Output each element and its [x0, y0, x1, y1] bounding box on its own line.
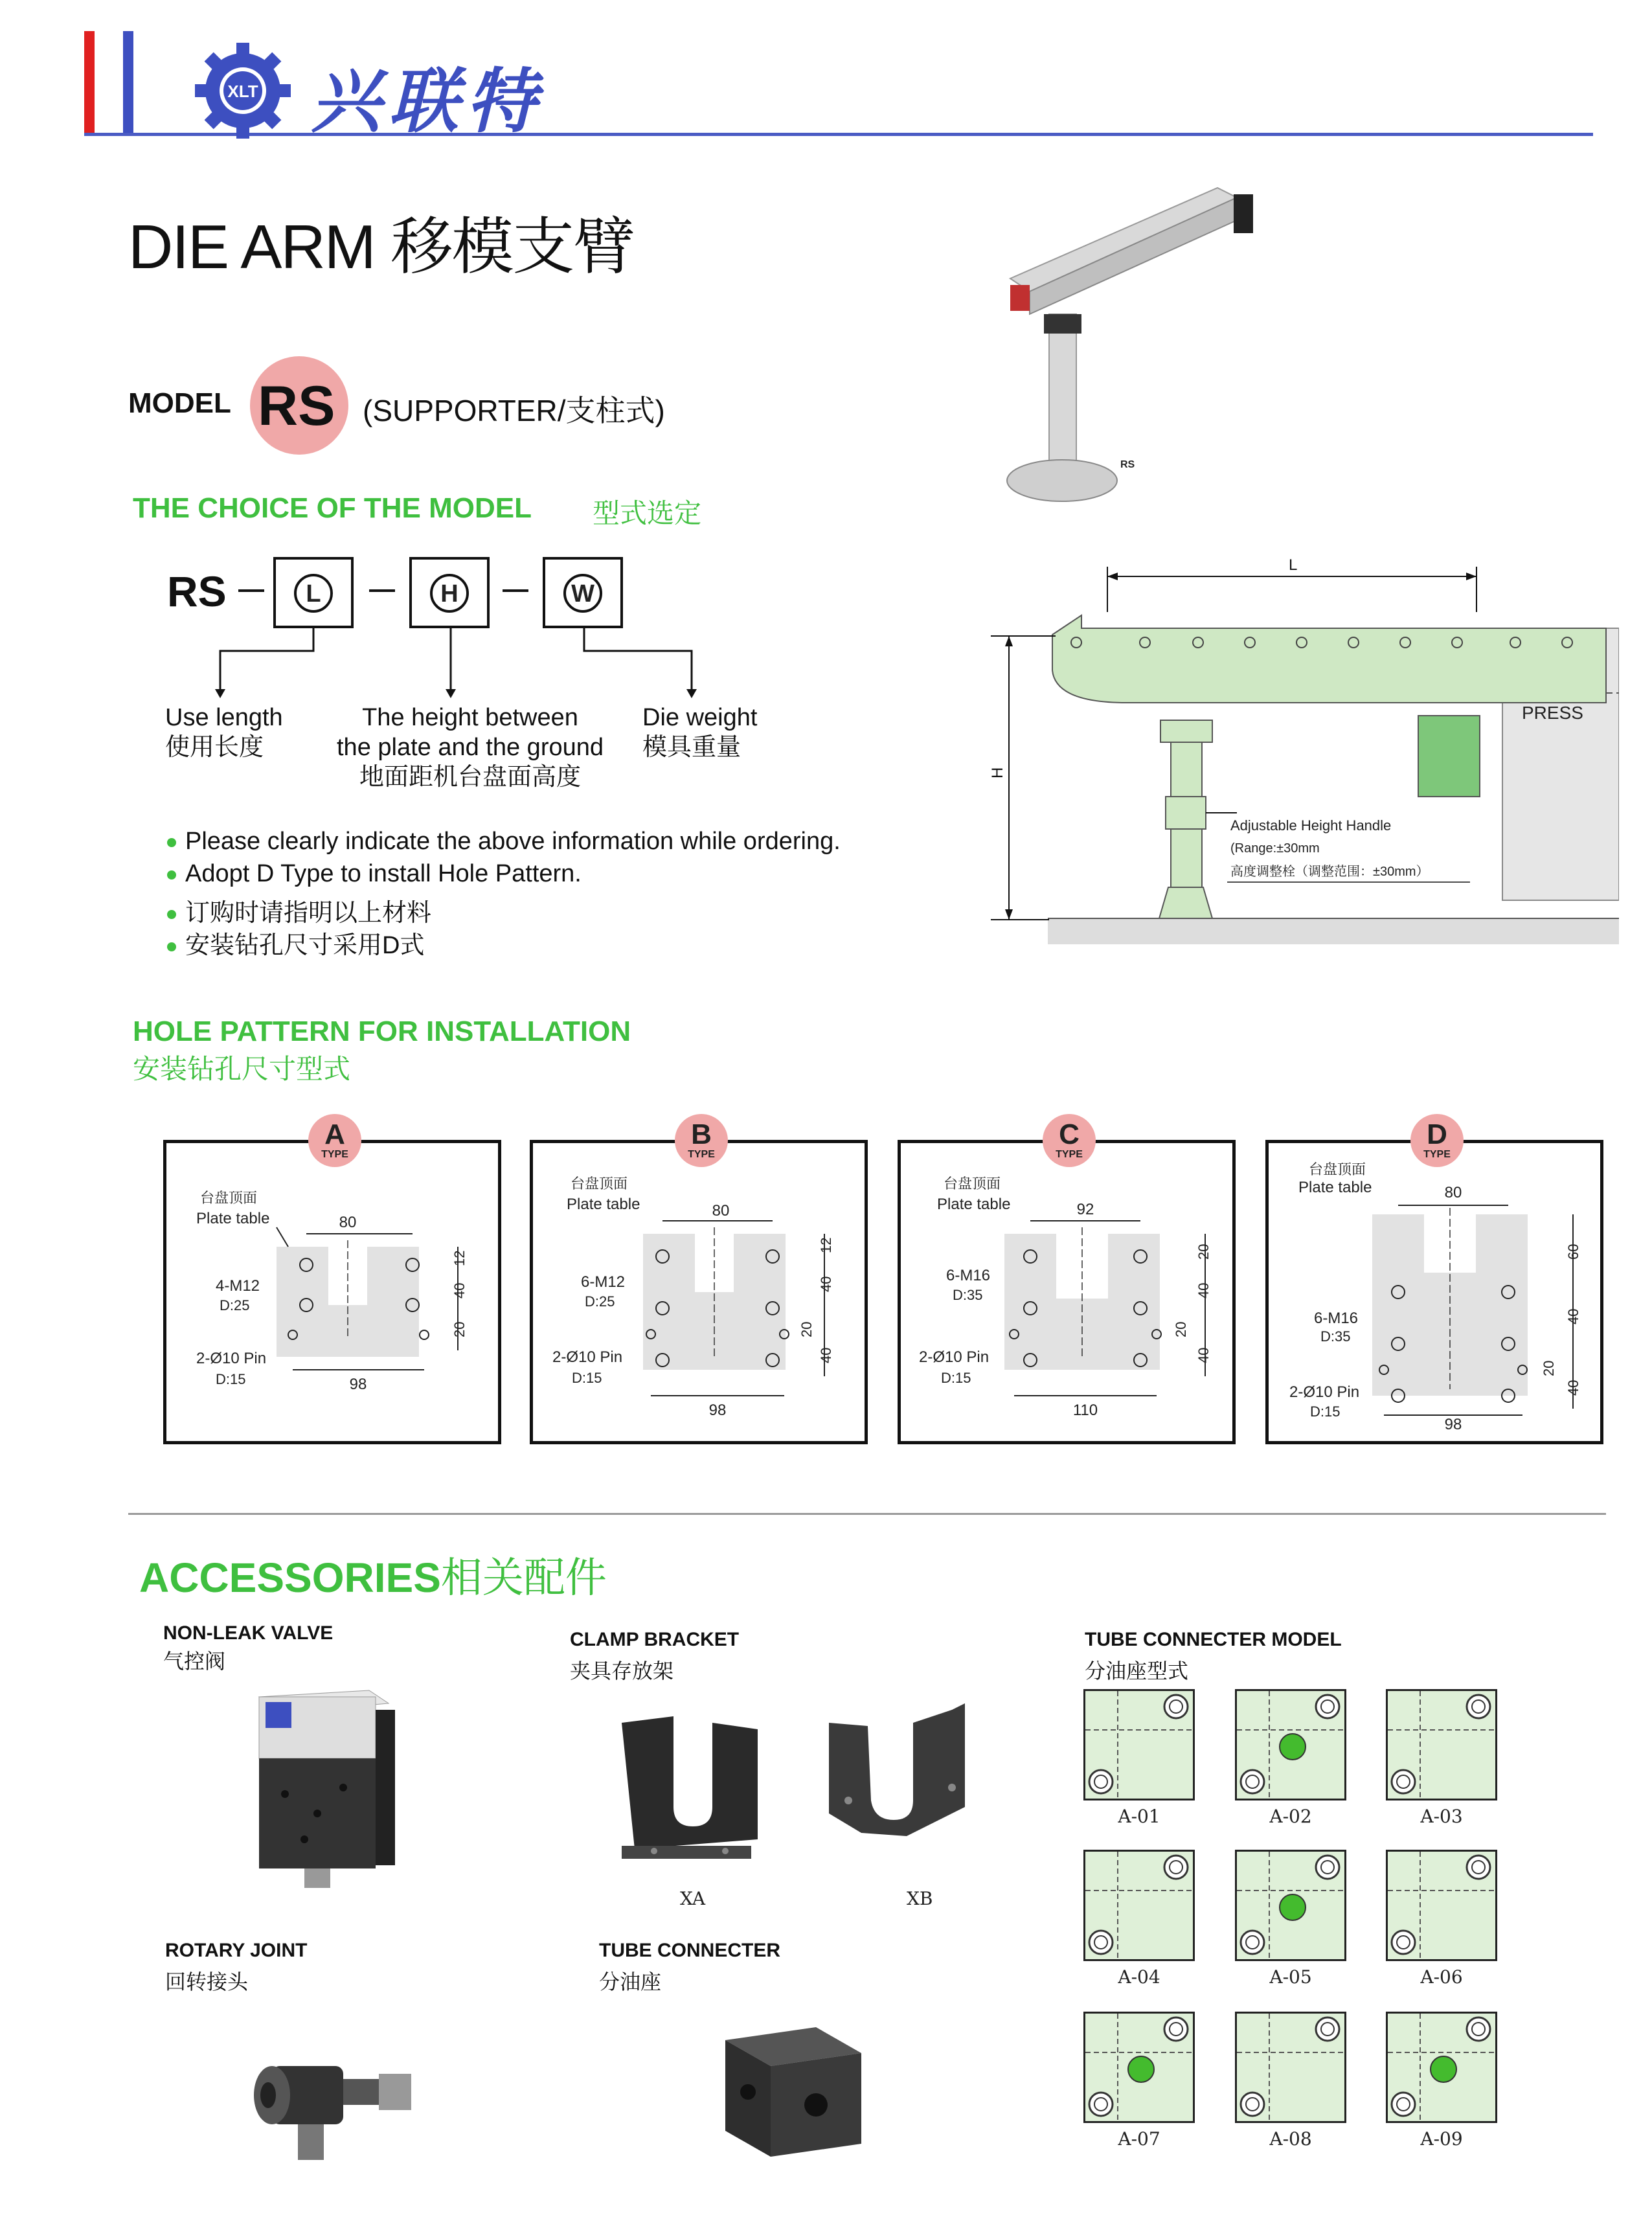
- type-badge-a: A TYPE: [308, 1114, 361, 1167]
- tube-model-label: A-01: [1118, 1806, 1160, 1827]
- tube-model-cell: [1235, 1689, 1346, 1800]
- svg-text:80: 80: [339, 1214, 357, 1231]
- svg-text:Plate table: Plate table: [567, 1196, 640, 1213]
- tube-model-cell: [1083, 1689, 1195, 1800]
- svg-text:2-Ø10 Pin: 2-Ø10 Pin: [196, 1350, 267, 1367]
- code-box-weight: W: [543, 557, 623, 628]
- choice-heading-cn: 型式选定: [593, 498, 702, 528]
- bracket-label-xa: XA: [680, 1888, 706, 1909]
- code-dash: [369, 589, 395, 592]
- acc-label-tube-connecter: TUBE CONNECTER: [599, 1940, 781, 1961]
- svg-text:40: 40: [1565, 1308, 1581, 1324]
- param-length: Use length 使用长度: [165, 704, 283, 761]
- note-2: Adopt D Type to install Hole Pattern.: [167, 860, 582, 888]
- svg-text:40: 40: [451, 1282, 468, 1299]
- svg-text:60: 60: [1565, 1244, 1581, 1260]
- code-dash: [238, 589, 264, 592]
- svg-text:40: 40: [1565, 1380, 1581, 1396]
- header-blue-bar: [123, 31, 133, 136]
- tube-model-label: A-07: [1118, 2128, 1160, 2150]
- svg-text:20: 20: [1195, 1244, 1212, 1260]
- svg-text:2-Ø10 Pin: 2-Ø10 Pin: [552, 1348, 623, 1366]
- svg-text:Plate table: Plate table: [937, 1196, 1011, 1213]
- svg-text:12: 12: [451, 1250, 468, 1266]
- svg-text:2-Ø10 Pin: 2-Ø10 Pin: [919, 1348, 990, 1366]
- svg-text:台盘顶面: 台盘顶面: [200, 1190, 258, 1206]
- note-3: 订购时请指明以上材料: [167, 892, 431, 928]
- tube-model-label: A-09: [1420, 2128, 1463, 2150]
- hole-pattern-type-d: [1265, 1140, 1603, 1444]
- acc-label-non-leak-valve: NON-LEAK VALVE: [163, 1622, 334, 1644]
- acc-label-cn-tube-connecter-model: 分油座型式: [1085, 1659, 1189, 1683]
- bracket-label-xb: XB: [907, 1888, 933, 1909]
- tube-model-label: A-03: [1420, 1806, 1463, 1827]
- hole-pattern-type-b: [530, 1140, 868, 1444]
- svg-text:D:35: D:35: [953, 1287, 983, 1303]
- svg-text:D:35: D:35: [1320, 1328, 1351, 1345]
- non-leak-valve-photo: [246, 1684, 402, 1898]
- svg-text:6-M16: 6-M16: [1314, 1310, 1359, 1327]
- tube-model-cell: [1083, 1850, 1195, 1961]
- tube-model-cell: [1386, 2012, 1497, 2123]
- tube-model-cell: [1386, 1850, 1497, 1961]
- svg-text:D:15: D:15: [216, 1371, 246, 1387]
- svg-text:20: 20: [798, 1321, 815, 1337]
- svg-text:40: 40: [1195, 1347, 1212, 1363]
- svg-text:D:25: D:25: [220, 1297, 250, 1313]
- type-badge-b: B TYPE: [675, 1114, 728, 1167]
- svg-text:4-M12: 4-M12: [216, 1277, 260, 1295]
- hole-pattern-type-c: [898, 1140, 1236, 1444]
- svg-text:D:25: D:25: [585, 1293, 615, 1310]
- press-label: PRESS: [1522, 703, 1583, 723]
- acc-label-cn-clamp-bracket: 夹具存放架: [570, 1659, 674, 1683]
- svg-text:2-Ø10 Pin: 2-Ø10 Pin: [1289, 1383, 1360, 1401]
- tube-model-cell: [1235, 1850, 1346, 1961]
- svg-text:80: 80: [1444, 1184, 1462, 1201]
- svg-text:80: 80: [712, 1202, 730, 1220]
- dim-H: H: [989, 767, 1006, 778]
- tube-model-label: A-05: [1269, 1966, 1312, 1988]
- acc-label-tube-connecter-model: TUBE CONNECTER MODEL: [1085, 1629, 1342, 1650]
- svg-text:20: 20: [1541, 1360, 1557, 1376]
- svg-text:6-M12: 6-M12: [581, 1273, 626, 1291]
- header-red-bar: [84, 31, 95, 136]
- svg-text:98: 98: [708, 1402, 727, 1419]
- acc-label-cn-rotary-joint: 回转接头: [165, 1970, 249, 1993]
- svg-text:D:15: D:15: [572, 1370, 602, 1386]
- logo-text: XLT: [227, 82, 258, 101]
- tube-model-label: A-02: [1269, 1806, 1312, 1827]
- acc-label-cn-non-leak-valve: 气控阀: [163, 1650, 226, 1673]
- logo-gear-icon: [191, 39, 295, 142]
- hole-pattern-heading-cn: 安装钻孔尺寸型式: [133, 1054, 351, 1084]
- tube-model-label: A-04: [1118, 1966, 1160, 1988]
- svg-text:D:15: D:15: [1310, 1403, 1341, 1420]
- code-box-height: H: [409, 557, 490, 628]
- code-prefix: RS: [167, 567, 227, 615]
- code-arrows: [194, 628, 712, 699]
- svg-text:20: 20: [451, 1321, 468, 1337]
- acc-label-cn-tube-connecter: 分油座: [599, 1970, 662, 1993]
- svg-text:98: 98: [1444, 1416, 1462, 1433]
- code-box-length: L: [273, 557, 354, 628]
- handle-label-cn: 高度调整栓（调整范围：±30mm）: [1230, 865, 1429, 879]
- param-weight: Die weight 模具重量: [642, 704, 758, 761]
- svg-text:20: 20: [1173, 1321, 1189, 1337]
- rotary-joint-photo: [240, 2027, 421, 2170]
- handle-label: Adjustable Height Handle: [1230, 817, 1392, 834]
- model-description: (SUPPORTER/支柱式): [363, 394, 665, 427]
- param-height: The height between the plate and the ground 地面距机台盘面高度: [337, 704, 604, 791]
- tube-model-cell: [1386, 1689, 1497, 1800]
- svg-text:台盘顶面: 台盘顶面: [571, 1175, 628, 1192]
- acc-label-clamp-bracket: CLAMP BRACKET: [570, 1629, 740, 1650]
- svg-text:110: 110: [1072, 1402, 1098, 1419]
- accessories-heading: ACCESSORIES相关配件: [139, 1554, 607, 1601]
- clamp-bracket-xb-photo: [822, 1697, 978, 1846]
- svg-text:6-M16: 6-M16: [946, 1267, 991, 1284]
- choice-heading: THE CHOICE OF THE MODEL: [133, 492, 532, 524]
- acc-label-rotary-joint: ROTARY JOINT: [165, 1940, 308, 1961]
- svg-text:12: 12: [818, 1237, 834, 1253]
- svg-text:40: 40: [818, 1347, 834, 1363]
- note-1: Please clearly indicate the above information while ordering.: [167, 828, 841, 856]
- tube-model-cell: [1083, 2012, 1195, 2123]
- tube-model-cell: [1235, 2012, 1346, 2123]
- range-label: (Range:±30mm: [1230, 841, 1320, 856]
- model-code: RS: [258, 375, 335, 437]
- svg-text:D:15: D:15: [941, 1370, 971, 1386]
- svg-text:40: 40: [1195, 1282, 1212, 1299]
- tube-connecter-photo: [719, 2014, 868, 2163]
- hole-pattern-type-a: [163, 1140, 501, 1444]
- installation-diagram: [971, 551, 1619, 965]
- tube-model-label: A-08: [1269, 2128, 1312, 2150]
- code-dash: [503, 589, 528, 592]
- svg-text:Plate table: Plate table: [196, 1210, 270, 1227]
- type-badge-c: C TYPE: [1043, 1114, 1096, 1167]
- svg-text:40: 40: [818, 1276, 834, 1292]
- svg-text:台盘顶面: 台盘顶面: [944, 1175, 1001, 1192]
- svg-text:Plate table: Plate table: [1298, 1179, 1372, 1196]
- section-divider: [128, 1513, 1606, 1515]
- page-title: DIE ARM 移模支臂: [128, 212, 635, 282]
- dim-L: L: [1289, 556, 1298, 574]
- product-photo: [997, 175, 1269, 512]
- tube-model-label: A-06: [1420, 1966, 1463, 1988]
- photo-label: RS: [1120, 459, 1135, 470]
- svg-text:台盘顶面: 台盘顶面: [1309, 1161, 1366, 1177]
- brand-name: 兴联特: [311, 61, 545, 142]
- clamp-bracket-xa-photo: [615, 1710, 764, 1872]
- svg-text:98: 98: [349, 1376, 367, 1393]
- model-label: MODEL: [128, 387, 231, 419]
- type-badge-d: D TYPE: [1410, 1114, 1464, 1167]
- note-4: 安装钻孔尺寸采用D式: [167, 925, 424, 960]
- hole-pattern-heading: HOLE PATTERN FOR INSTALLATION: [133, 1016, 631, 1047]
- svg-text:92: 92: [1076, 1201, 1094, 1218]
